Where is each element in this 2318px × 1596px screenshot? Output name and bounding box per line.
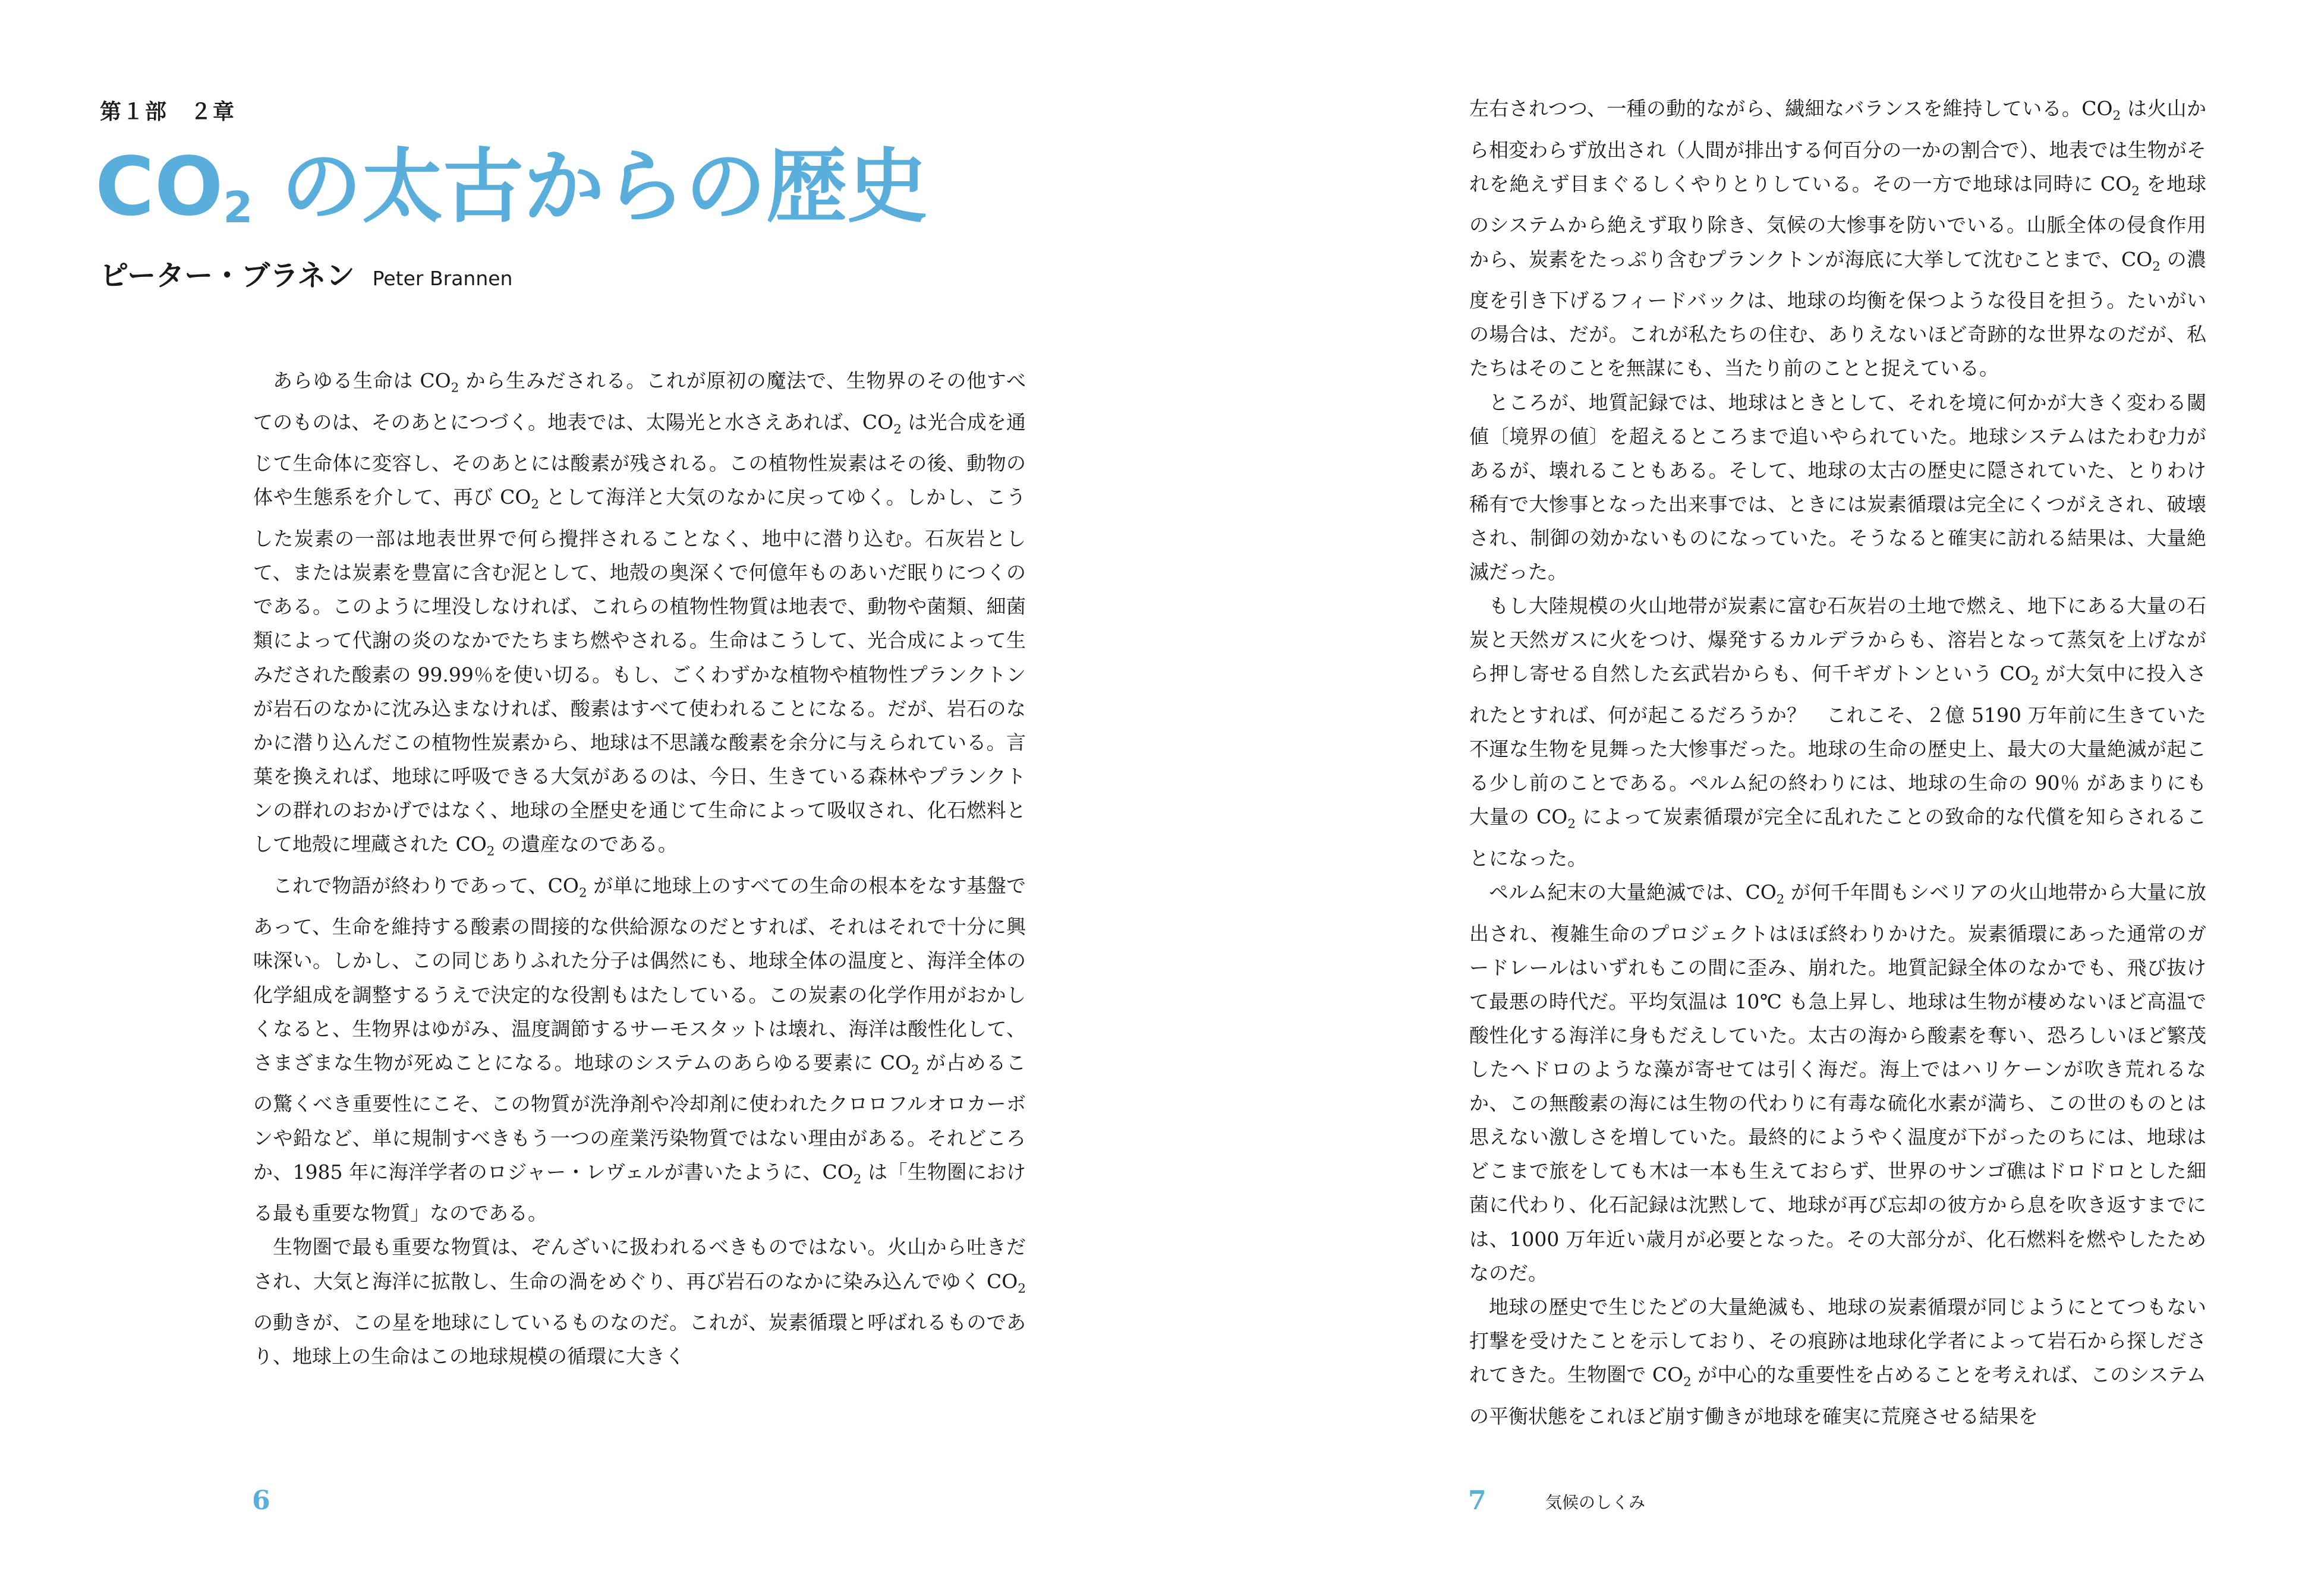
- page-number-right: 7: [1468, 1485, 1486, 1516]
- text-run: を地球のシステムから絶えず取り除き、気候の大惨事を防いでいる。山脈全体の侵食作用から、炭素をたっぷり含むプランクトンが海底に大挙して沈むことまで、CO: [1469, 172, 2206, 271]
- paragraph: [1469, 386, 2206, 589]
- title-rest: の太古からの歴史: [253, 140, 928, 234]
- text-run: 地球の歴史で生じたどの大量絶滅も、地球の炭素循環が同じようにとてつもない打撃を受けたことを示しており、その痕跡は地球化学者によって岩石から探しだされてきた。生物圏で CO: [1469, 1295, 2206, 1386]
- text-run: これで物語が終わりであって、CO: [273, 873, 579, 897]
- subscript: 2: [486, 844, 495, 859]
- subscript: 2: [2131, 184, 2140, 199]
- part-chapter-label: 第１部 ２章: [100, 100, 236, 124]
- paragraph: [1469, 875, 2206, 1290]
- text-run: が何千年間もシベリアの火山地帯から大量に放出され、複雑生命のプロジェクトはほぼ終わりかけた。炭素循環にあった通常のガードレールはいずれもこの間に歪み、崩れた。地質記録全体のなかでも、飛び抜けて最悪の時代だ。平均気温は 10℃ も急上昇し、地球は生物が棲めないほど高温で酸性化する海洋に身もだえしていた。太古の海から酸素を奪い、恐ろしいほど繁茂したヘドロのような藻が寄せては引く海だ。海上ではハリケーンが吹き荒れるなか、この無酸素の海には生物の代わりに有毒な硫化水素が満ち、この世のものとは思えない激しさを増していた。最終的にようやく温度が下がったのちには、地球はどこまで旅をしても木は一本も生えておらず、世界のサンゴ礁はドロドロとした細菌に代わり、化石記録は沈黙して、地球が再び忘却の彼方から息を吹き返すまでには、1000 万年近い歳月が必要となった。その大部分が、化石燃料を燃やしたためなのだ。: [1469, 881, 2206, 1285]
- subscript: 2: [893, 422, 902, 437]
- text-run: ところが、地質記録では、地球はときとして、それを境に何かが大きく変わる閾値〔境界の値〕を超えるところまで追いやられていた。地球システムはたわむ力があるが、壊れることもある。そして、地球の太古の歴史に隠されていた、とりわけ稀有で大惨事となった出来事では、ときには炭素循環は完全にくつがえされ、破壊され、制御の効かないものになっていた。そうなると確実に訪れる結果は、大量絶滅だった。: [1469, 390, 2206, 583]
- subscript: 2: [2152, 259, 2160, 275]
- text-run: が占めるこの驚くべき重要性にこそ、この物質が洗浄剤や冷却剤に使われたクロロフルオロカーボンや鉛など、単に規制すべきもう一つの産業汚染物質ではない理由がある。それどころか、1985 年に海洋学者のロジャー・レヴェルが書いたように、CO: [253, 1051, 1026, 1184]
- paragraph: [253, 1230, 1026, 1373]
- text-run: 生物圏で最も重要な物質は、ぞんざいに扱われるべきものではない。火山から吐きだされ、大気と海洋に拡散し、生命の渦をめぐり、再び岩石のなかに染み込んでゆく CO: [253, 1235, 1026, 1293]
- subscript: 2: [853, 1172, 862, 1187]
- paragraph: [1469, 589, 2206, 875]
- paragraph: [253, 364, 1026, 869]
- text-run: ペルム紀末の大量絶滅では、CO: [1489, 881, 1777, 904]
- text-run: によって炭素循環が完全に乱れたことの致命的な代償を知らされることになった。: [1469, 805, 2206, 870]
- subscript: 2: [2112, 108, 2121, 124]
- subscript: 2: [451, 380, 459, 396]
- text-run: 左右されつつ、一種の動的ながら、繊細なバランスを維持している。CO: [1469, 97, 2113, 120]
- text-run: が中心的な重要性を占めることを考えれば、このシステムの平衡状態をこれほど崩す働きが地球を確実に荒廃させる結果を: [1469, 1362, 2206, 1428]
- right-page: [1159, 0, 2318, 1596]
- paragraph: [253, 869, 1026, 1231]
- title-subscript-2: 2: [223, 182, 253, 232]
- page-number-left: 6: [252, 1485, 270, 1516]
- text-run: もし大陸規模の火山地帯が炭素に富む石灰岩の土地で燃え、地下にある大量の石炭と天然ガスに火をつけ、爆発するカルデラからも、溶岩となって蒸気を上げながら押し寄せる自然した玄武岩からも、何千ギガトンという CO: [1469, 594, 2206, 686]
- text-run: として海洋と大気のなかに戻ってゆく。しかし、こうした炭素の一部は地表世界で何ら攪拌されることなく、地中に潜り込む。石灰岩として、または炭素を豊富に含む泥として、地殻の奥深くで何億年ものあいだ眠りにつくのである。このように埋没しなければ、これらの植物性物質は地表で、動物や菌類、細菌類によって代謝の炎のなかでたちまち燃やされる。生命はこうして、光合成によって生みだされた酸素の 99.99％を使い切る。もし、ごくわずかな植物や植物性プランクトンが岩石のなかに沈み込まなければ、酸素はすべて使われることになる。だが、岩石のなかに潜り込んだこの植物性炭素から、地球は不思議な酸素を余分に与えられている。言葉を換えれば、地球に呼吸できる大気があるのは、今日、生きている森林やプランクトンの群れのおかげではなく、地球の全歴史を通じて生命によって吸収され、化石燃料として地殻に埋蔵された CO: [253, 485, 1026, 856]
- author-byline: [100, 253, 512, 294]
- paragraph: [1469, 1290, 2206, 1433]
- text-run: が単に地球上のすべての生命の根本をなす基盤であって、生命を維持する酸素の間接的な供給源なのだとすれば、それはそれで十分に興味深い。しかし、この同じありふれた分子は偶然にも、地球全体の温度と、海洋全体の化学組成を調整するうえで決定的な役割もはたしている。この炭素の化学作用がおかしくなると、生物界はゆがみ、温度調節するサーモスタットは壊れ、海洋は酸性化して、さまざまな生物が死ぬことになる。地球のシステムのあらゆる要素に CO: [253, 873, 1026, 1074]
- subscript: 2: [1018, 1281, 1026, 1297]
- text-run: の遺産なのである。: [495, 832, 678, 856]
- paragraph: [1469, 92, 2206, 386]
- chapter-title: [95, 137, 928, 258]
- subscript: 2: [578, 885, 587, 901]
- running-head: 気候のしくみ: [1545, 1493, 1646, 1512]
- subscript: 2: [531, 497, 540, 513]
- text-run: あらゆる生命は CO: [273, 369, 451, 392]
- body-text-left: [253, 364, 1026, 1373]
- text-run: は「生物圏における最も重要な物質」なのである。: [253, 1160, 1026, 1225]
- text-run: は光合成を通じて生命体に変容し、そのあとには酸素が残される。この植物性炭素はその後、動物の体や生態系を介して、再び CO: [253, 410, 1026, 509]
- subscript: 2: [1776, 892, 1785, 907]
- subscript: 2: [1683, 1374, 1692, 1390]
- text-run: が大気中に投入されたとすれば、何が起こるだろうか？ これこそ、２億 5190 万年前に生きていた不運な生物を見舞った大惨事だった。地球の生命の歴史上、最大の大量絶滅が起こる少し前のことである。ペルム紀の終わりには、地球の生命の 90％ があまりにも大量の CO: [1469, 662, 2206, 829]
- author-name-japanese: ピーター・ブラネン: [100, 259, 355, 292]
- body-text-right: [1469, 92, 2206, 1433]
- text-run: の動きが、この星を地球にしているものなのだ。これが、炭素循環と呼ばれるものであり、地球上の生命はこの地球規模の循環に大きく: [253, 1311, 1026, 1368]
- text-run: は火山から相変わらず放出され（人間が排出する何百分の一かの割合で）、地表では生物がそれを絶えず目まぐるしくやりとりしている。その一方で地球は同時に CO: [1469, 97, 2206, 195]
- author-name-english: Peter Brannen: [372, 267, 513, 290]
- subscript: 2: [911, 1062, 919, 1078]
- subscript: 2: [1567, 816, 1576, 832]
- title-co: CO: [95, 140, 223, 234]
- subscript: 2: [2030, 673, 2039, 689]
- text-run: から生みだされる。これが原初の魔法で、生物界のその他すべてのものは、そのあとにつづく。地表では、太陽光と水さえあれば、CO: [253, 369, 1026, 434]
- text-run: の濃度を引き下げるフィードバックは、地球の均衡を保つような役目を担う。たいがいの場合は、だが。これが私たちの住む、ありえないほど奇跡的な世界なのだが、私たちはそのことを無謀にも、当たり前のことと捉えている。: [1469, 247, 2206, 380]
